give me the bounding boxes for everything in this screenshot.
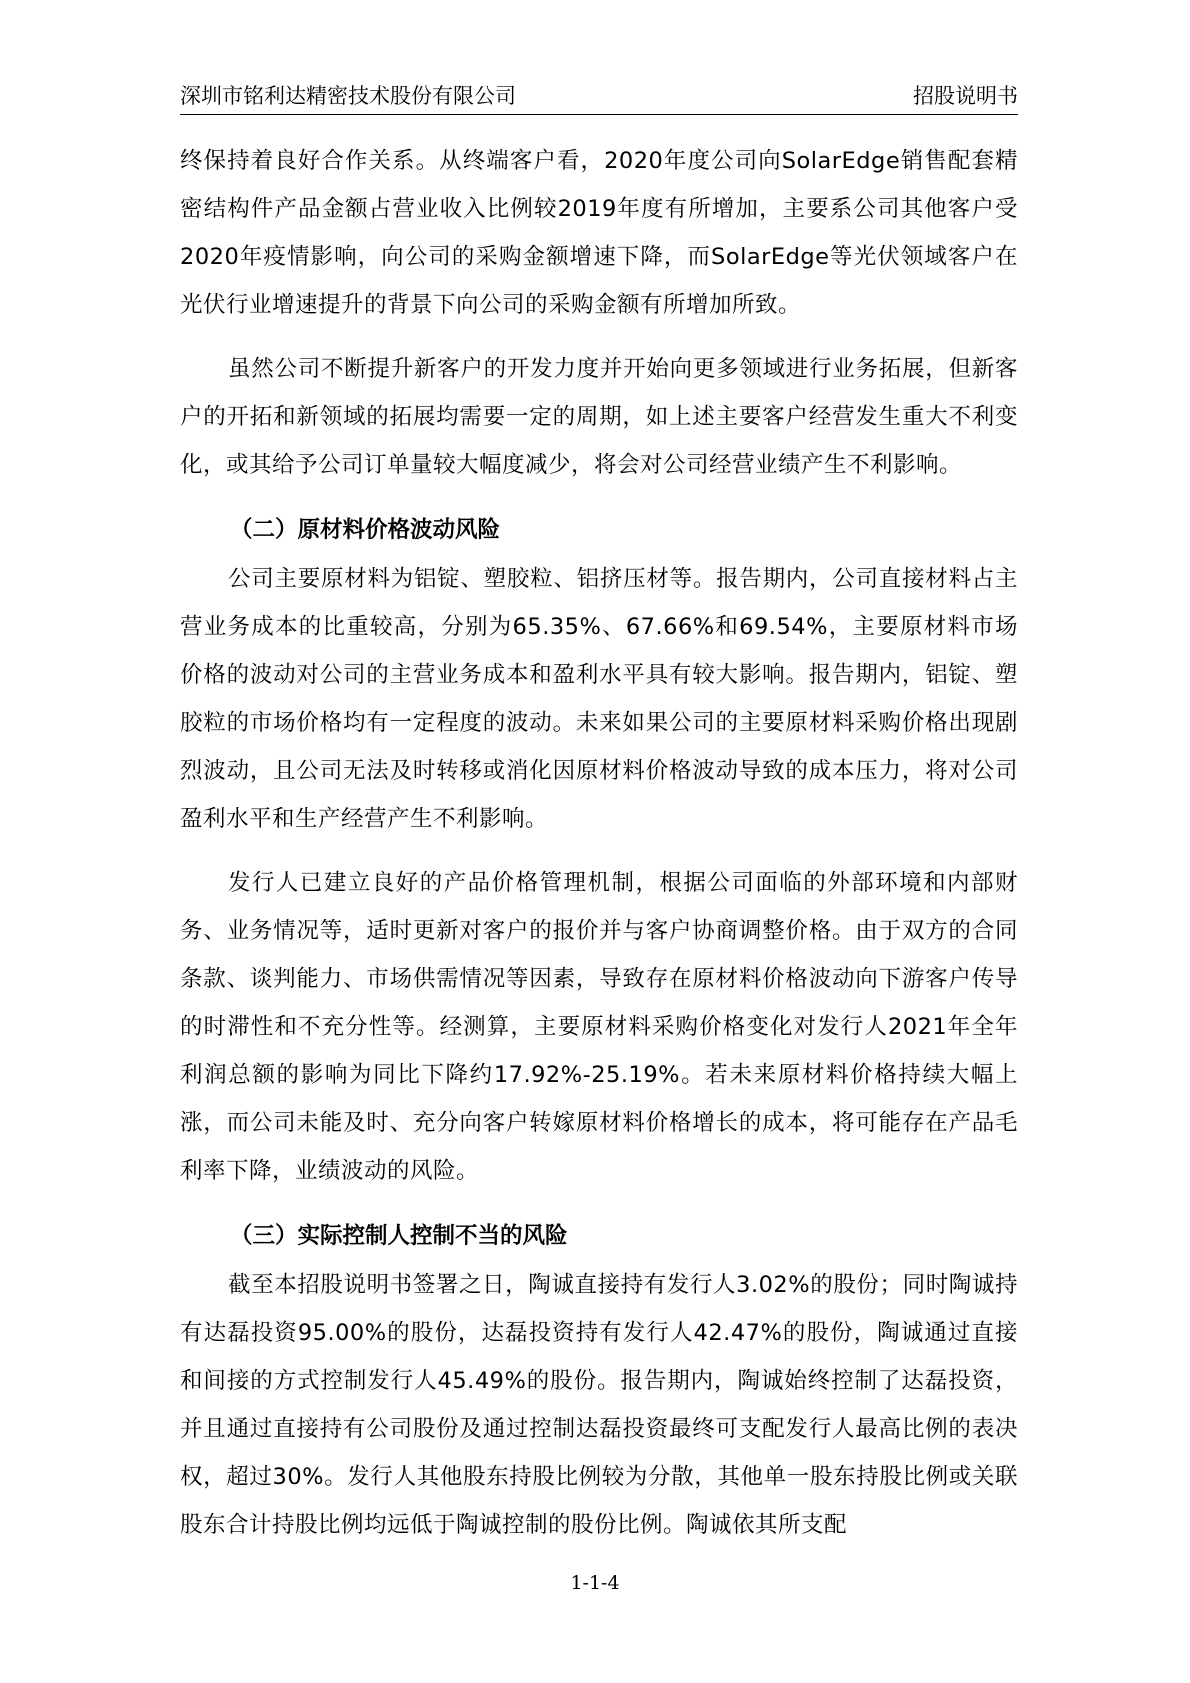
document-body (180, 137, 1018, 1549)
section-heading-controller-risk: （三）实际控制人控制不当的风险 (230, 1223, 568, 1249)
paragraph-new-customer-risk: 虽然公司不断提升新客户的开发力度并开始向更多领域进行业务拓展，但新客户的开拓和新领域的拓展均需要一定的周期，如上述主要客户经营发生重大不利变化，或其给予公司订单量较大幅度减少，将会对公司经营业绩产生不利影响。 (180, 356, 1018, 478)
paragraph-price-mechanism: 发行人已建立良好的产品价格管理机制，根据公司面临的外部环境和内部财务、业务情况等，适时更新对客户的报价并与客户协商调整价格。由于双方的合同条款、谈判能力、市场供需情况等因素，导致存在原材料价格波动向下游客户传导的时滞性和不充分性等。经测算，主要原材料采购价格变化对发行人2021年全年利润总额的影响为同比下降约17.92%-25.19%。若未来原材料价格持续大幅上涨，而公司未能及时、充分向客户转嫁原材料价格增长的成本，将可能存在产品毛利率下降，业绩波动的风险。 (180, 870, 1018, 1184)
page-number: 1-1-4 (570, 1572, 620, 1594)
header-company-name: 深圳市铭利达精密技术股份有限公司 (180, 84, 516, 108)
page-header (180, 80, 1018, 115)
header-document-type: 招股说明书 (913, 84, 1018, 108)
paragraph-controller-shareholding: 截至本招股说明书签署之日，陶诚直接持有发行人3.02%的股份；同时陶诚持有达磊投资95.00%的股份，达磊投资持有发行人42.47%的股份，陶诚通过直接和间接的方式控制发行人45.49%的股份。报告期内，陶诚始终控制了达磊投资，并且通过直接持有公司股份及通过控制达磊投资最终可支配发行人最高比例的表决权，超过30%。发行人其他股东持股比例较为分散，其他单一股东持股比例或关联股东合计持股比例均远低于陶诚控制的股份比例。陶诚依其所支配 (180, 1272, 1018, 1538)
paragraph-raw-materials: 公司主要原材料为铝锭、塑胶粒、铝挤压材等。报告期内，公司直接材料占主营业务成本的比重较高，分别为65.35%、67.66%和69.54%，主要原材料市场价格的波动对公司的主营业务成本和盈利水平具有较大影响。报告期内，铝锭、塑胶粒的市场价格均有一定程度的波动。未来如果公司的主要原材料采购价格出现剧烈波动，且公司无法及时转移或消化因原材料价格波动导致的成本压力，将对公司盈利水平和生产经营产生不利影响。 (180, 566, 1018, 832)
paragraph-customer-relations: 终保持着良好合作关系。从终端客户看，2020年度公司向SolarEdge销售配套精密结构件产品金额占营业收入比例较2019年度有所增加，主要系公司其他客户受2020年疫情影响，向公司的采购金额增速下降，而SolarEdge等光伏领域客户在光伏行业增速提升的背景下向公司的采购金额有所增加所致。 (180, 148, 1018, 318)
section-heading-raw-material-risk: （二）原材料价格波动风险 (230, 517, 501, 543)
